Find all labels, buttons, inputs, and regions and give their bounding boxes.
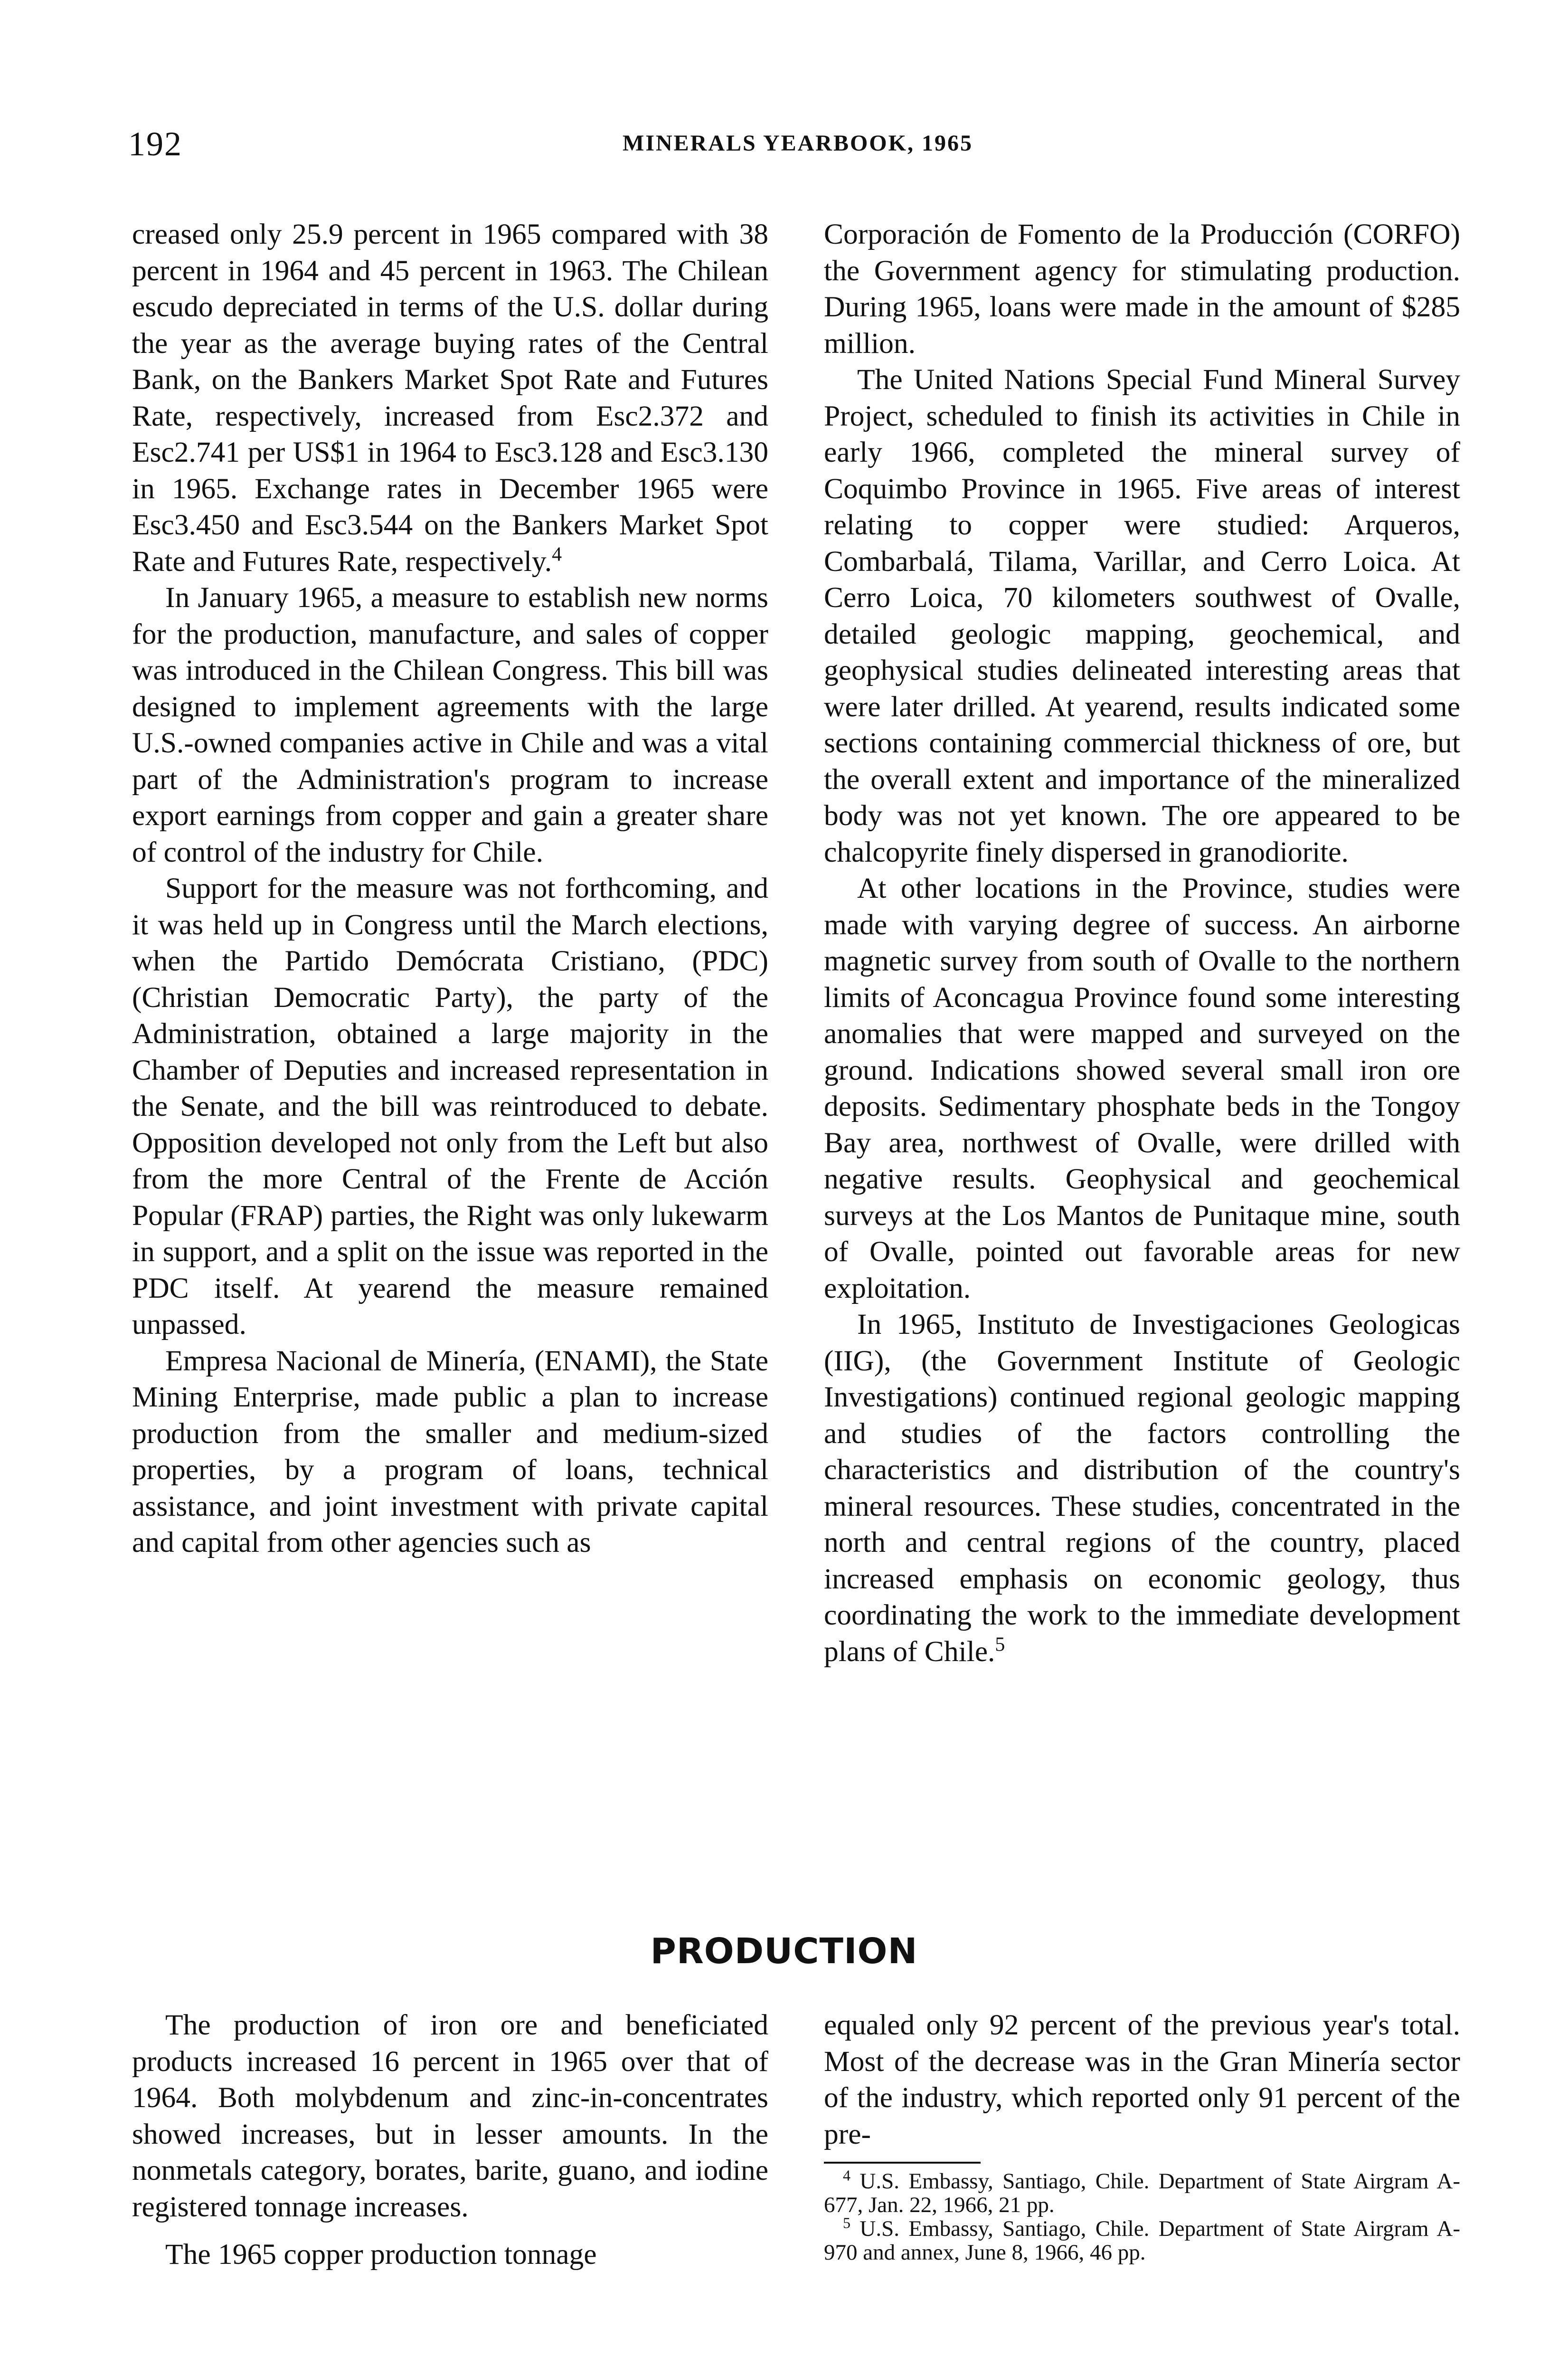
left-column-bottom xyxy=(132,2007,768,2273)
paragraph: At other locations in the Province, studies were made with varying degree of success. An airborne magnetic survey from south of Ovalle to the northern limits of Aconcagua Province found some interesting anomalies that were mapped and surveyed on the ground. Indications showed several small iron ore deposits. Sedimentary phosphate beds in the Tongoy Bay area, northwest of Ovalle, were drilled with negative results. Geophysical and geochemical surveys at the Los Mantos de Punitaque mine, south of Ovalle, pointed out favorable areas for new exploitation. xyxy=(824,872,1460,1304)
left-column-top xyxy=(132,216,768,1561)
paragraph: The 1965 copper production tonnage xyxy=(165,2238,597,2270)
footnote-text: U.S. Embassy, Santiago, Chile. Department of State Airgram A-970 and annex, June 8, 1966, 46 pp. xyxy=(824,2216,1460,2265)
paragraph: equaled only 92 percent of the previous year's total. Most of the decrease was in the Gran Minería sector of the industry, which reported only 91 percent of the pre- xyxy=(824,2009,1460,2150)
paragraph: Support for the measure was not forthcoming, and it was held up in Congress until the March elections, when the Partido Demócrata Cristiano, (PDC) (Christian Democratic Party), the party of the Administration, obtained a large majority in the Chamber of Deputies and increased representation in the Senate, and the bill was reintroduced to debate. Opposition developed not only from the Left but also from the more Central of the Frente de Acción Popular (FRAP) parties, the Right was only lukewarm in support, and a split on the issue was reported in the PDC itself. At yearend the measure remained unpassed. xyxy=(132,872,768,1340)
footnote-mark: 4 xyxy=(843,2166,850,2184)
footnotes xyxy=(824,2166,1460,2265)
paragraph-text: creased only 25.9 percent in 1965 compared with 38 percent in 1964 and 45 percent in 1963. The Chilean escudo depreciated in terms of the U.S. dollar during the year as the average buying rates of the Central Bank, on the Bankers Market Spot Rate and Futures Rate, respectively, increased from Esc2.372 and Esc2.741 per US$1 in 1964 to Esc3.128 and Esc3.130 in 1965. Exchange rates in December 1965 were Esc3.450 and Esc3.544 on the Bankers Market Spot Rate and Futures Rate, respectively. xyxy=(132,218,768,578)
footnote xyxy=(824,2214,1460,2265)
footnote xyxy=(824,2166,1460,2217)
paragraph: The production of iron ore and beneficiated products increased 16 percent in 1965 over that of 1964. Both molybdenum and zinc-in-concentrates showed increases, but in lesser amounts. In the nonmetals category, borates, barite, guano, and iodine registered tonnage increases. xyxy=(132,2009,768,2223)
running-head xyxy=(128,124,1467,172)
footnote-ref: 4 xyxy=(552,543,562,565)
footnote-divider xyxy=(824,2162,981,2164)
right-column-bottom xyxy=(824,2007,1460,2264)
footnote-mark: 5 xyxy=(843,2214,850,2232)
footnote-text: U.S. Embassy, Santiago, Chile. Department of State Airgram A-677, Jan. 22, 1966, 21 pp. xyxy=(824,2169,1460,2217)
right-column-top xyxy=(824,216,1460,1670)
paragraph-text: In 1965, Instituto de Investigaciones Geologicas (IIG), (the Government Institute of Geologic Investigations) continued regional geologic mapping and studies of the factors controlling the characteristics and distribution of the country's mineral resources. These studies, concentrated in the north and central regions of the country, placed increased emphasis on economic geology, thus coordinating the work to the immediate development plans of Chile. xyxy=(824,1308,1460,1668)
paragraph xyxy=(132,216,768,580)
paragraph: In January 1965, a measure to establish new norms for the production, manufacture, and sales of copper was introduced in the Chilean Congress. This bill was designed to implement agreements with the large U.S.-owned companies active in Chile and was a vital part of the Administration's program to increase export earnings from copper and gain a greater share of control of the industry for Chile. xyxy=(132,581,768,868)
page-number: 192 xyxy=(128,125,182,163)
running-title: MINERALS YEARBOOK, 1965 xyxy=(623,131,973,156)
footnote-ref: 5 xyxy=(995,1634,1005,1655)
paragraph: Corporación de Fomento de la Producción (CORFO) the Government agency for stimulating production. During 1965, loans were made in the amount of $285 million. xyxy=(824,218,1460,360)
paragraph xyxy=(824,1306,1460,1670)
paragraph: Empresa Nacional de Minería, (ENAMI), the State Mining Enterprise, made public a plan to increase production from the smaller and medium-sized properties, by a program of loans, technical assistance, and joint investment with private capital and capital from other agencies such as xyxy=(132,1344,768,1558)
paragraph: The United Nations Special Fund Mineral Survey Project, scheduled to finish its activities in Chile in early 1966, completed the mineral survey of Coquimbo Province in 1965. Five areas of interest relating to copper were studied: Arqueros, Combarbalá, Tilama, Varillar, and Cerro Loica. At Cerro Loica, 70 kilometers southwest of Ovalle, detailed geologic mapping, geochemical, and geophysical studies delineated interesting areas that were later drilled. At yearend, results indicated some sections containing commercial thickness of ore, but the overall extent and importance of the mineralized body was not yet known. The ore appeared to be chalcopyrite finely dispersed in granodiorite. xyxy=(824,363,1460,868)
section-heading: PRODUCTION xyxy=(650,1931,918,1972)
